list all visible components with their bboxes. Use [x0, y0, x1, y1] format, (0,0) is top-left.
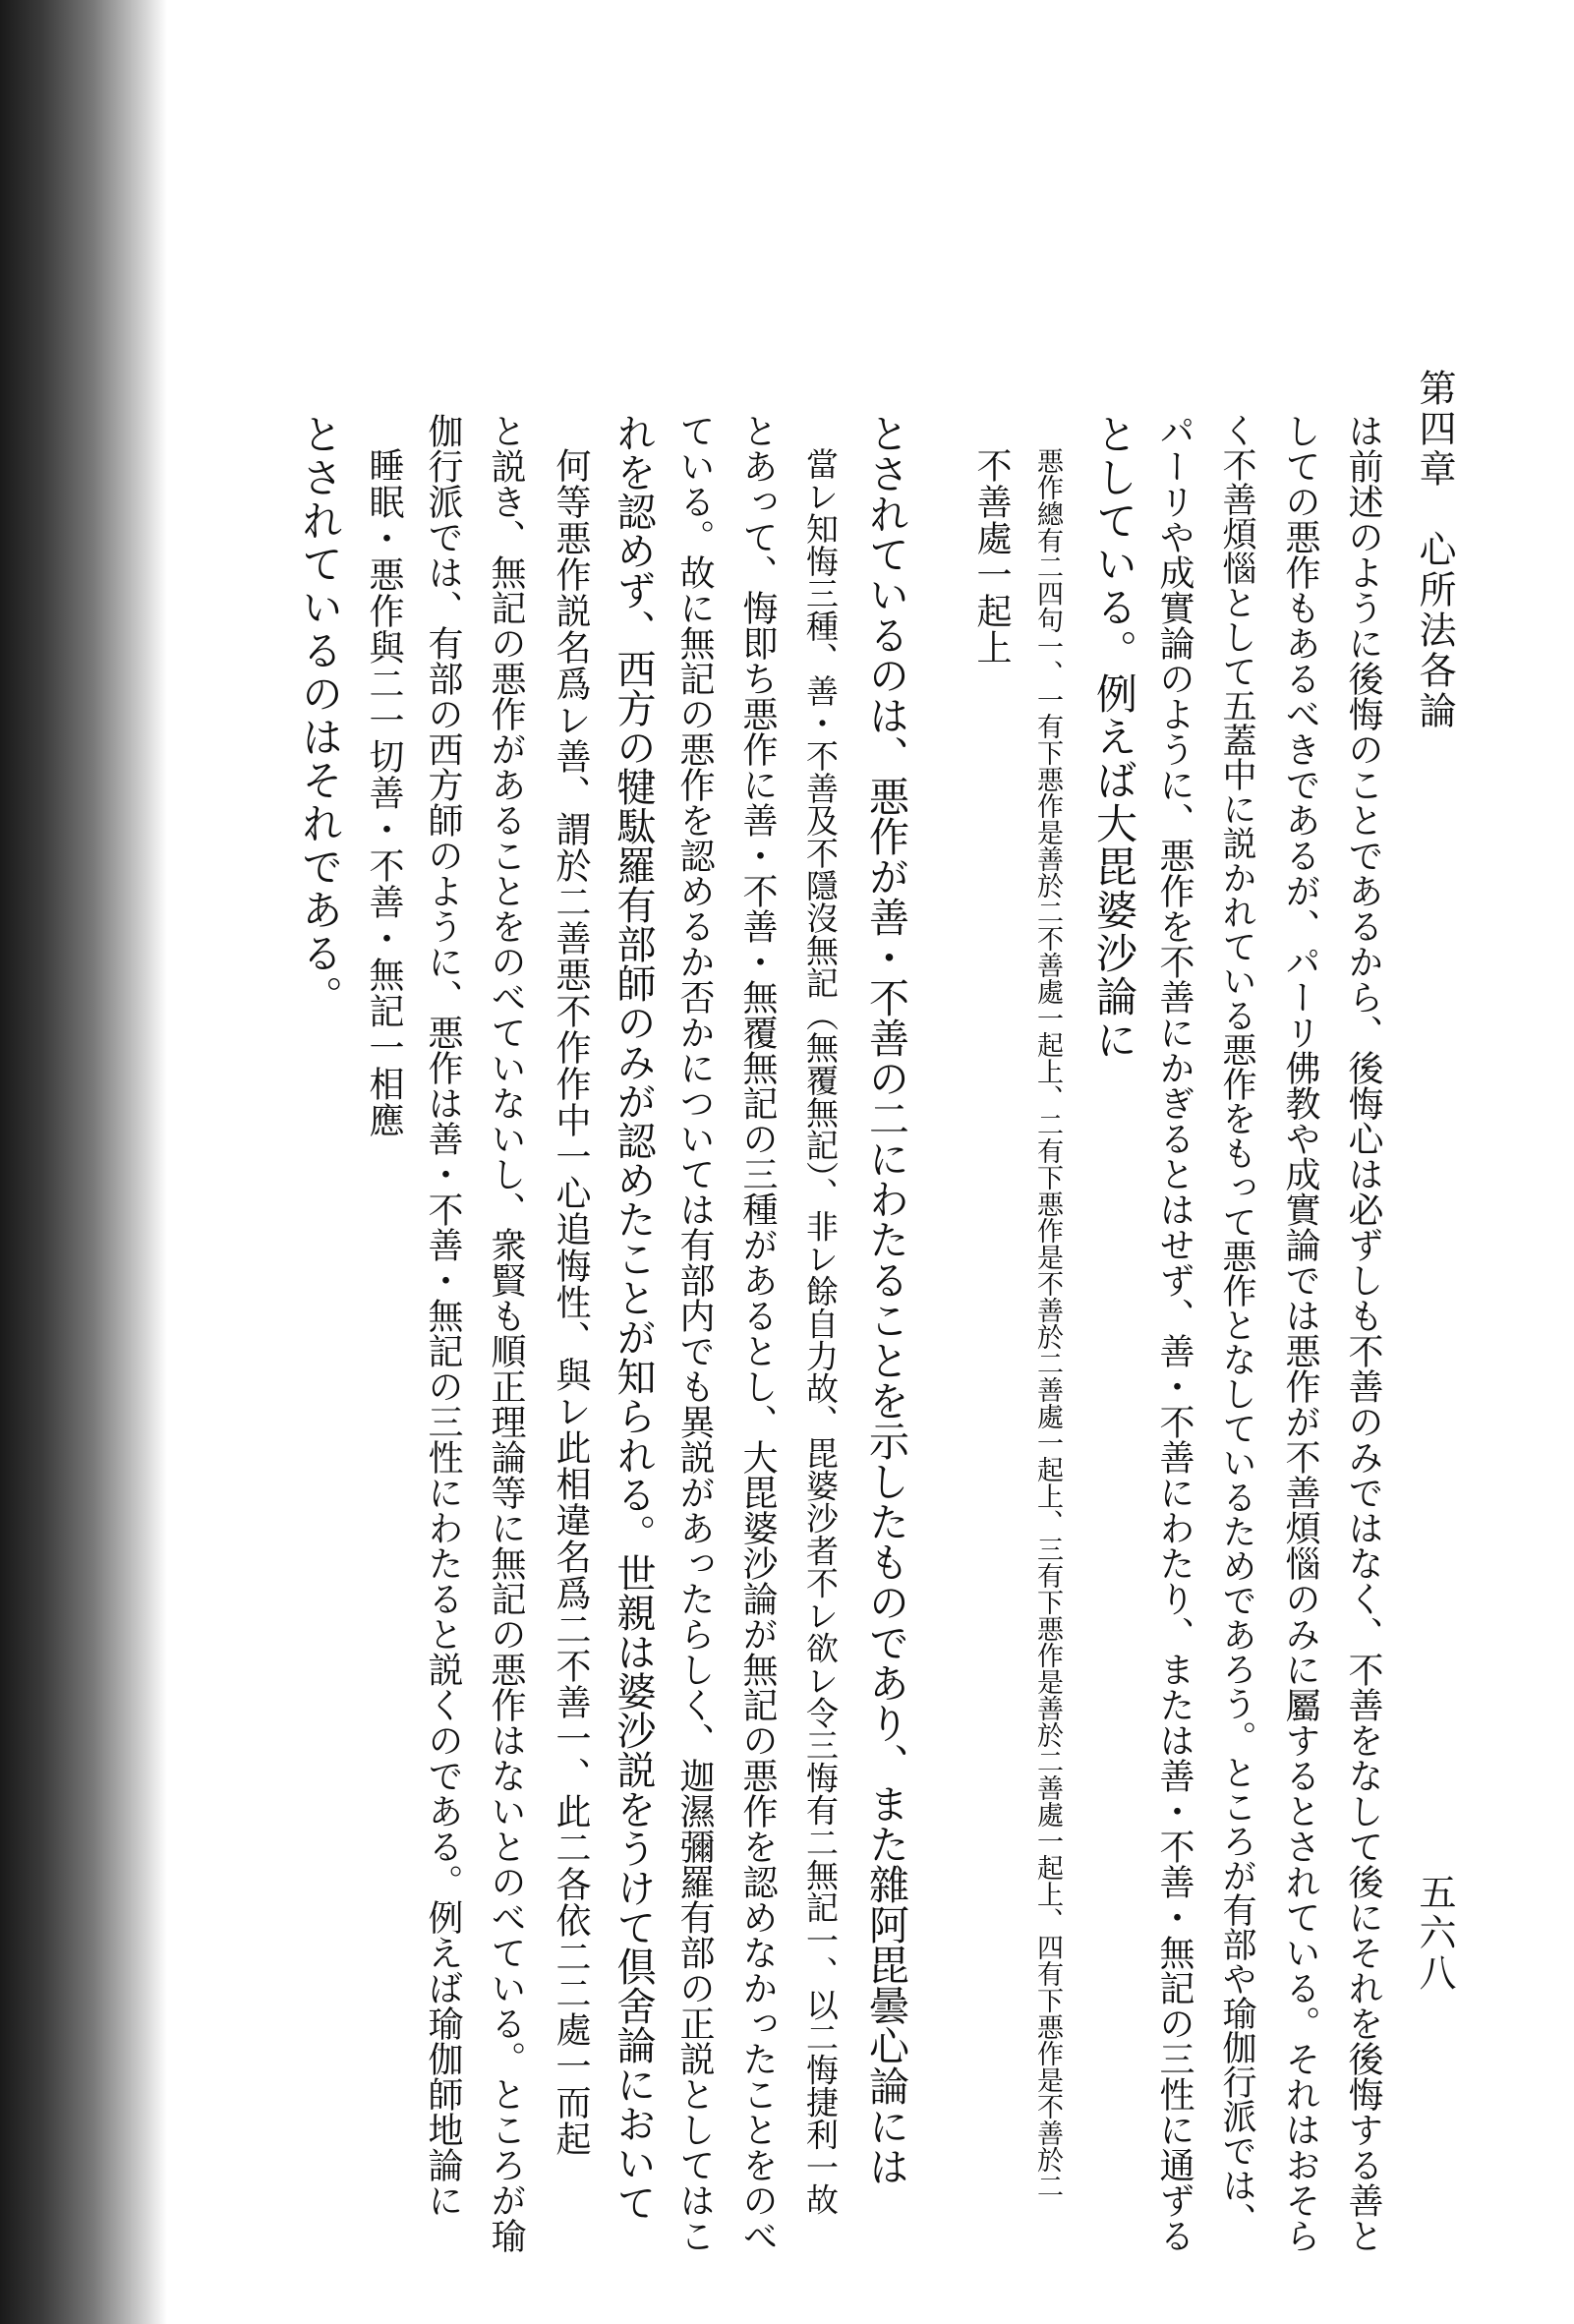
quote-line-4: 何等悪作説名爲レ善、謂於二善悪不作作中一心追悔性、與レ此相違名爲二不善一、此二各依二二處一而起	[551, 447, 591, 2157]
text-line-9: れを認めず、西方の犍駄羅有部師のみが認めたことが知られる。世親は婆沙説をうけて倶舍論において	[611, 413, 656, 2222]
text-line-2: しての悪作もあるべきであるが、パーリ佛教や成實論では悪作が不善煩惱のみに屬するとされている。それはおそら	[1280, 413, 1320, 2253]
quote-line-5: 睡眠・悪作與二一切善・不善・無記一相應	[364, 447, 404, 1138]
text-line-11: 伽行派では、有部の西方師のように、悪作は善・不善・無記の三性にわたると説くのである。例えば瑜伽師地論に	[423, 413, 463, 2218]
text-line-3: く不善煩惱として五蓋中に説かれている悪作をもって悪作となしているためであろう。ところが有部や瑜伽行派では、	[1217, 413, 1256, 2237]
quote-line-3: 當レ知悔三種、善・不善及不隱沒無記（無覆無記）、非レ餘自力故、毘婆沙者不レ欲レ令三悔有二無記一、以二悔捷利一故	[801, 447, 840, 2216]
text-line-5: としている。例えば大毘婆沙論に	[1090, 413, 1138, 1062]
text-line-6: とされているのは、悪作が善・不善の二にわたることを示したものであり、また雜阿毘曇心論には	[862, 413, 909, 2186]
quote-line-2: 不善處一起上	[971, 447, 1012, 666]
text-line-1: は前述のように後悔のことであるから、後悔心は必ずしも不善のみではなく、不善をなして後にそれを後悔する善と	[1343, 413, 1383, 2253]
text-line-8: ている。故に無記の悪作を認めるか否かについては有部内でも異説があったらしく、迦濕彌羅有部の正説としてはこ	[674, 413, 715, 2253]
chapter-heading: 第四章 心所法各論	[1413, 369, 1456, 731]
text-line-12: とされているのはそれである。	[296, 413, 344, 1018]
text-line-10: と説き、無記の悪作があることをのべていないし、衆賢も順正理論等に無記の悪作はないとのべている。ところが瑜	[486, 413, 526, 2253]
text-line-4: パーリや成實論のように、悪作を不善にかぎるとはせず、善・不善にわたり、または善・不善・無記の三性に通ずる	[1154, 413, 1195, 2253]
page-number: 五六八	[1413, 1873, 1456, 1994]
text-line-7: とあって、悔即ち悪作に善・不善・無覆無記の三種があるとし、大毘婆沙論が無記の悪作を認めなかったことをのべ	[737, 413, 778, 2253]
quote-line-1: 悪作總有二四句一、一有下悪作是善於二不善處一起上、二有下悪作是不善於二善處一起上、三有下悪作是善於二善處一起上、四有下悪作是不善於二	[1032, 447, 1063, 2199]
